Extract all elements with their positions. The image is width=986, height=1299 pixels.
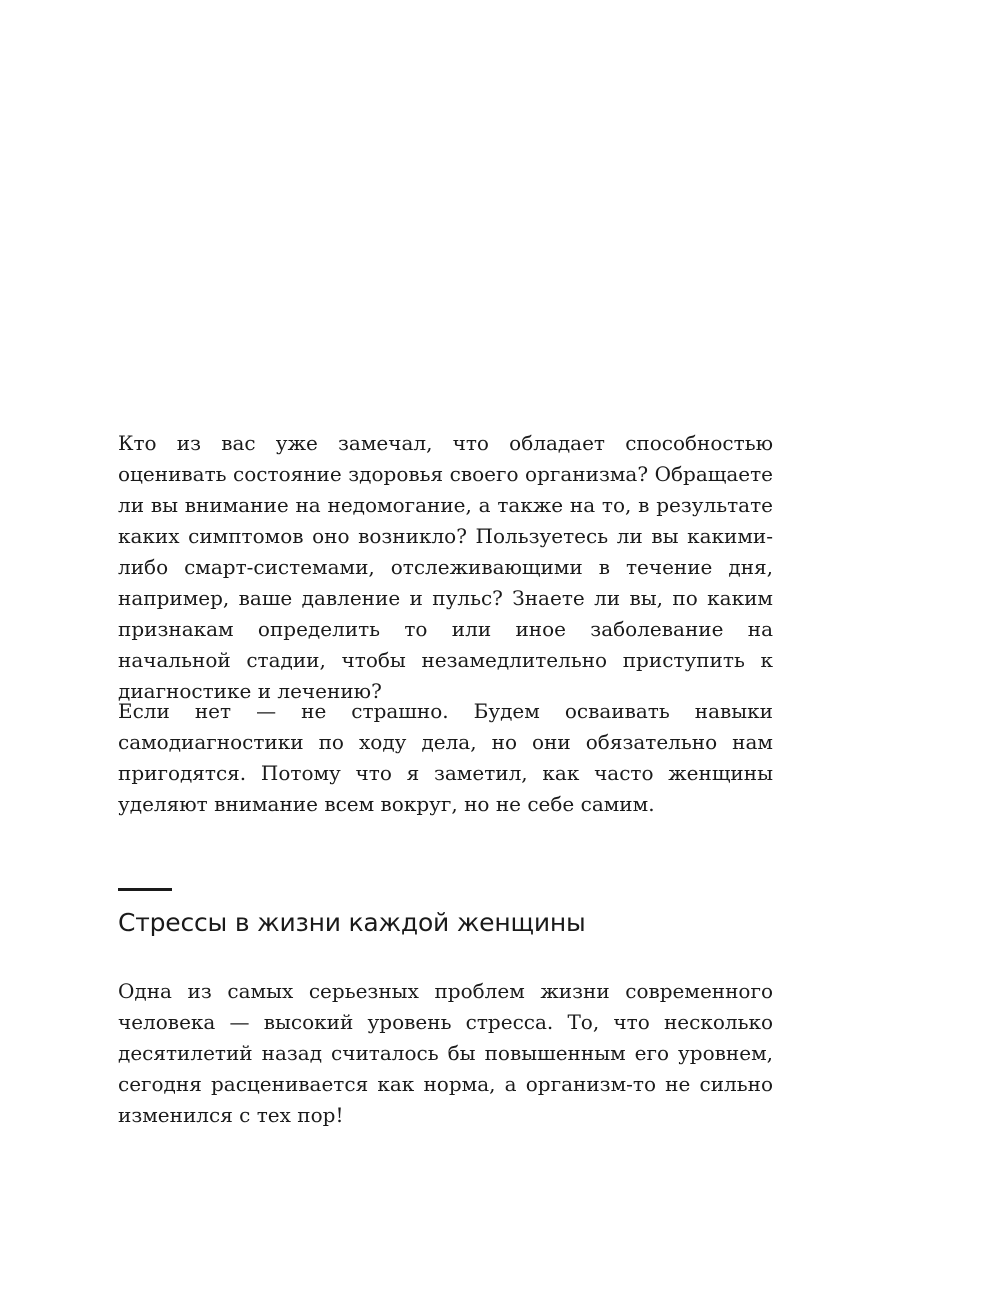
body-paragraph	[118, 428, 773, 707]
section-divider	[118, 888, 172, 891]
paragraph-text: Кто из вас уже замечал, что обладает способностью оценивать состояние здоровья своего организма? Обращаете ли вы внимание на недомогание, а также на то, в результате каких симптомов оно возникло? Пользуетесь ли вы какими-либо смарт-системами, отслеживающими в течение дня, например, ваше давление и пульс? Знаете ли вы, по каким признакам определить то или иное заболевание на начальной стадии, чтобы незамедлительно приступить к диагностике и лечению?	[118, 431, 773, 703]
paragraph-text: Одна из самых серьезных проблем жизни современного человека — высокий уровень стресса. То, что несколько десятилетий назад считалось бы повышенным его уровнем, сегодня расценивается как норма, а организм-то не сильно изменился с тех пор!	[118, 979, 773, 1127]
section-heading: Стрессы в жизни каждой женщины	[118, 908, 586, 937]
body-paragraph	[118, 976, 773, 1131]
paragraph-text: Если нет — не страшно. Будем осваивать навыки самодиагностики по ходу дела, но они обязательно нам пригодятся. Потому что я заметил, как часто женщины уделяют внимание всем вокруг, но не себе самим.	[118, 699, 773, 816]
body-paragraph	[118, 696, 773, 820]
